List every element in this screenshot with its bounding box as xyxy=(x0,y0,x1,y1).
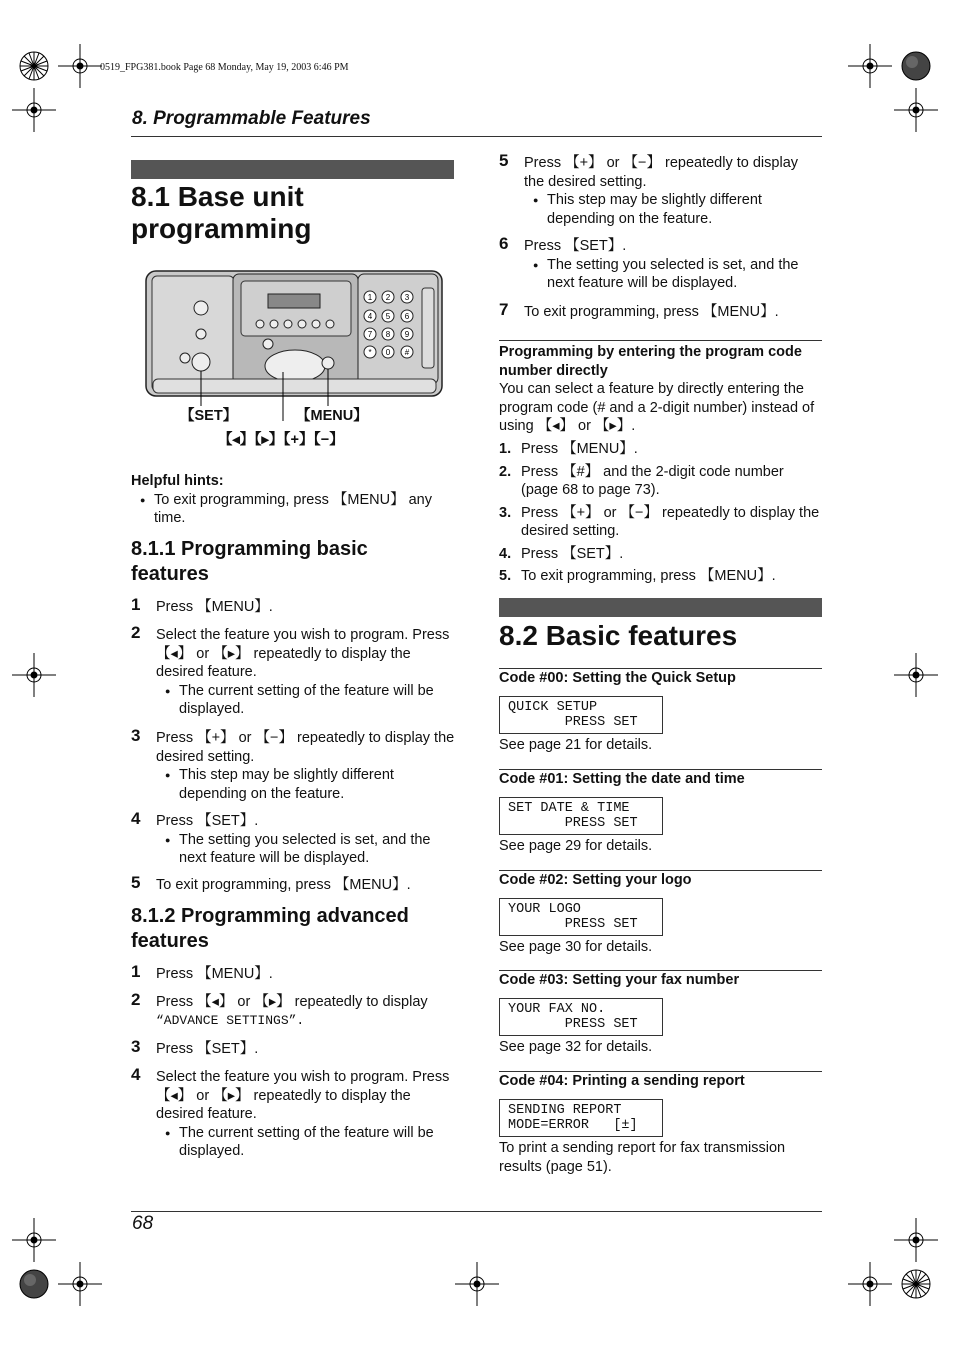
header-rule xyxy=(131,136,822,137)
code-02-rule xyxy=(499,870,822,871)
code-01-rule xyxy=(499,769,822,770)
code-04-heading: Code #04: Printing a sending report xyxy=(499,1073,745,1089)
code-01-heading: Code #01: Setting the date and time xyxy=(499,771,745,787)
code-02-heading: Code #02: Setting your logo xyxy=(499,872,692,888)
basic-step-4: 4 Press 【SET】. ● The setting you selected is set, and the next feature will be displayed. xyxy=(131,812,456,868)
code-01-lcd: SET DATE & TIME PRESS SET xyxy=(499,797,663,835)
code-00-heading: Code #00: Setting the Quick Setup xyxy=(499,670,736,686)
svg-text:2: 2 xyxy=(385,293,391,302)
direct-item-5: 5. To exit programming, press 【MENU】. xyxy=(499,568,776,584)
code-00-rule xyxy=(499,668,822,669)
subsection-title-8-1-2: 8.1.2 Programming advanced features xyxy=(131,905,409,952)
svg-text:3: 3 xyxy=(404,293,410,302)
basic-step-3: 3 Press 【+】 or 【−】 repeatedly to display the desired setting. ● This step may be slightly different depending on the feature. xyxy=(131,729,456,803)
advanced-step-2: 2 Press 【◂】 or 【▸】 repeatedly to display “ADVANCE SETTINGS”. xyxy=(131,990,428,1028)
svg-text:6: 6 xyxy=(404,312,410,321)
print-info: 0519_FPG381.book Page 68 Monday, May 19, 2003 6:46 PM xyxy=(100,62,349,73)
svg-text:*: * xyxy=(368,348,372,357)
set-button-callout: 【SET】 xyxy=(180,408,238,424)
menu-button-callout: 【MENU】 xyxy=(296,408,368,424)
advanced-step-3: 3 Press 【SET】. xyxy=(131,1037,259,1057)
direct-rule xyxy=(499,340,822,341)
code-03-heading: Code #03: Setting your fax number xyxy=(499,972,740,988)
direct-item-1: 1. Press 【MENU】. xyxy=(499,441,638,457)
svg-text:9: 9 xyxy=(404,330,410,339)
section-bar xyxy=(131,160,454,179)
direct-item-2: 2. Press 【#】 and the 2-digit code number (page 68 to page 73). xyxy=(499,463,784,498)
helpful-hints: Helpful hints: ● To exit programming, press 【MENU】 any time. xyxy=(131,472,451,528)
svg-text:5: 5 xyxy=(385,312,391,321)
svg-text:0: 0 xyxy=(385,348,391,357)
code-03-note: See page 32 for details. xyxy=(499,1039,653,1055)
basic-step-5: 5 To exit programming, press 【MENU】. xyxy=(131,873,411,893)
svg-text:4: 4 xyxy=(367,312,373,321)
svg-text:8: 8 xyxy=(385,330,391,339)
section-bar-2 xyxy=(499,598,822,617)
code-00-note: See page 21 for details. xyxy=(499,737,653,753)
code-01-note: See page 29 for details. xyxy=(499,838,653,854)
direct-item-3: 3. Press 【+】 or 【−】 repeatedly to display the desired setting. xyxy=(499,504,820,539)
svg-text:7: 7 xyxy=(367,330,373,339)
right-step-7: 7 To exit programming, press 【MENU】. xyxy=(499,300,779,320)
section-title-8-2: 8.2 Basic features xyxy=(499,620,738,651)
code-04-rule xyxy=(499,1071,822,1072)
svg-text:1: 1 xyxy=(367,293,373,302)
basic-step-1: 1 Press 【MENU】. xyxy=(131,595,273,615)
code-02-note: See page 30 for details. xyxy=(499,939,653,955)
direct-entry-list xyxy=(499,440,822,586)
direct-item-4: 4. Press 【SET】. xyxy=(499,545,624,562)
section-title-8-1: 8.1 Base unit programming xyxy=(131,181,312,244)
code-03-lcd: YOUR FAX NO. PRESS SET xyxy=(499,998,663,1036)
subsection-title-8-1-1: 8.1.1 Programming basic features xyxy=(131,538,368,585)
code-04-note: To print a sending report for fax transmission results (page 51). xyxy=(499,1140,786,1175)
basic-step-2: 2 Select the feature you wish to program. Press 【◂】 or 【▸】 repeatedly to display the desired feature. ● The current setting of the feature will be displayed. xyxy=(131,626,456,719)
direct-entry-section: Programming by entering the program code number directly You can select a feature by directly entering the program code (# and a 2-digit number) instead of using 【◂】 or 【▸】. xyxy=(499,344,815,434)
svg-text:#: # xyxy=(404,348,410,357)
section-header: 8. Programmable Features xyxy=(132,108,371,129)
code-02-lcd: YOUR LOGO PRESS SET xyxy=(499,898,663,936)
code-04-lcd: SENDING REPORT MODE=ERROR [±] xyxy=(499,1099,663,1137)
right-step-6: 6 Press 【SET】. ● The setting you selected is set, and the next feature will be displayed. xyxy=(499,237,822,293)
footer-rule xyxy=(131,1211,822,1212)
code-00-lcd: QUICK SETUP PRESS SET xyxy=(499,696,663,734)
advanced-step-4: 4 Select the feature you wish to program. Press 【◂】 or 【▸】 repeatedly to display the desired feature. ● The current setting of the feature will be displayed. xyxy=(131,1068,456,1161)
code-03-rule xyxy=(499,970,822,971)
advanced-step-1: 1 Press 【MENU】. xyxy=(131,962,273,982)
right-step-5: 5 Press 【+】 or 【−】 repeatedly to display the desired setting. ● This step may be slightly different depending on the feature. xyxy=(499,154,822,228)
page-number: 68 xyxy=(132,1213,154,1234)
navigator-keys-callout: 【◂】【▸】【+】【−】 xyxy=(218,432,344,448)
